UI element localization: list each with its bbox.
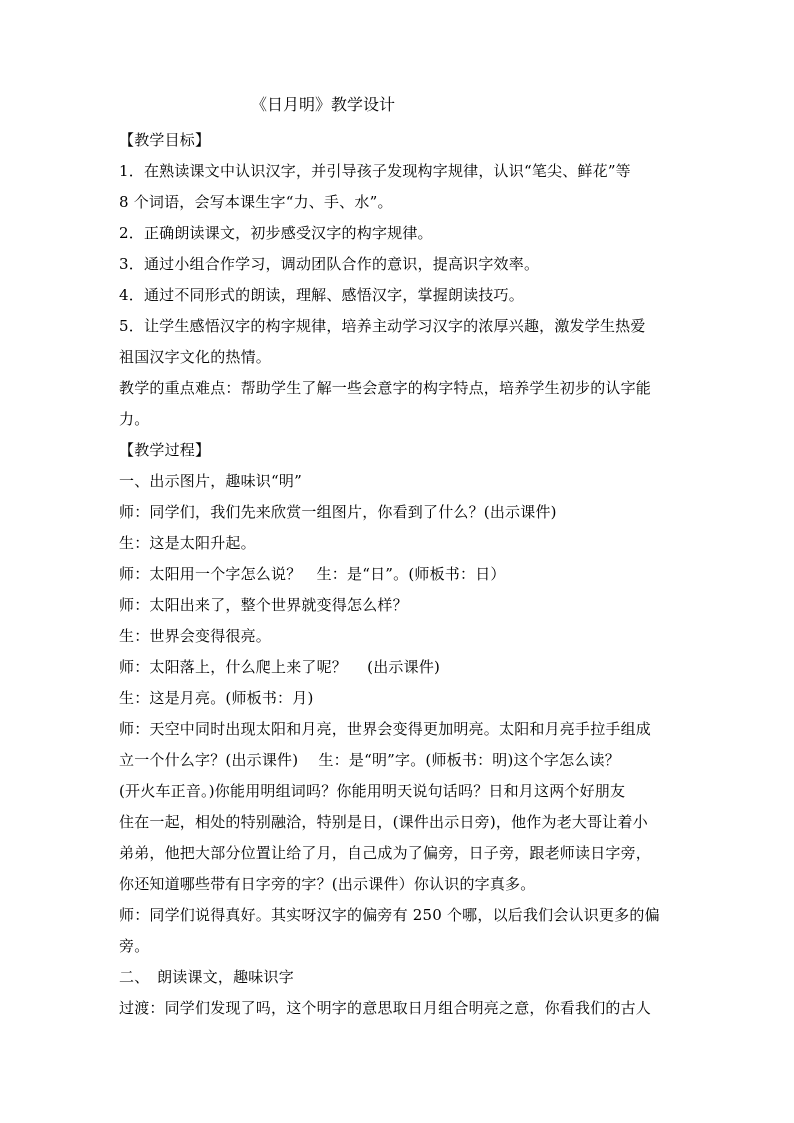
text-line: 师：太阳出来了，整个世界就变得怎么样？: [119, 596, 408, 614]
text-line: 师：同学们，我们先来欣赏一组图片，你看到了什么？(出示课件): [119, 503, 557, 521]
text-line: 师：同学们说得真好。其实呀汉字的偏旁有 250 个哪，以后我们会认识更多的偏: [119, 906, 660, 924]
document-body: [119, 125, 685, 1024]
text-line: 【教学过程】: [119, 441, 211, 459]
text-line: 一、出示图片，趣味识“明”: [119, 472, 302, 490]
text-line: 4．通过不同形式的朗读，理解、感悟汉字，掌握朗读技巧。: [119, 286, 524, 304]
text-line: 生：世界会变得很亮。: [119, 627, 272, 645]
text-line: 力。: [119, 410, 150, 428]
text-line: 你还知道哪些带有日字旁的字？(出示课件）你认识的字真多。: [119, 875, 536, 893]
text-line: 3．通过小组合作学习，调动团队合作的意识，提高识字效率。: [119, 255, 540, 273]
text-line: 弟弟，他把大部分位置让给了月，自己成为了偏旁，日子旁，跟老师读日字旁，: [119, 844, 652, 862]
text-line: 2．正确朗读课文，初步感受汉字的构字规律。: [119, 224, 433, 242]
text-line: (开火车正音。)你能用明组词吗？你能用明天说句话吗？日和月这两个好朋友: [119, 782, 626, 800]
text-line: 5．让学生感悟汉字的构字规律，培养主动学习汉字的浓厚兴趣，激发学生热爱: [119, 317, 646, 335]
text-line: 祖国汉字文化的热情。: [119, 348, 272, 366]
text-line: 师：太阳落上，什么爬上来了呢？ (出示课件): [119, 658, 441, 676]
text-line: 生：这是太阳升起。: [119, 534, 256, 552]
text-line: 过渡：同学们发现了吗，这个明字的意思取日月组合明亮之意，你看我们的古人: [119, 999, 652, 1017]
text-line: 1．在熟读课文中认识汉字，并引导孩子发现构字规律，认识“笔尖、鲜花”等: [119, 162, 631, 180]
text-line: 教学的重点难点：帮助学生了解一些会意字的构字特点，培养学生初步的认字能: [119, 379, 652, 397]
text-line: 生：这是月亮。(师板书：月): [119, 689, 314, 707]
text-line: 二、 朗读课文，趣味识字: [119, 968, 294, 986]
text-line: 师：太阳用一个字怎么说？ 生：是“日”。(师板书：日）: [119, 565, 506, 583]
text-line: 住在一起，相处的特别融洽，特别是日，(课件出示日旁)，他作为老大哥让着小: [119, 813, 648, 831]
text-line: 旁。: [119, 937, 150, 955]
text-line: 【教学目标】: [119, 131, 211, 149]
document-title: 《日月明》教学设计: [251, 95, 396, 114]
text-line: 立一个什么字？(出示课件) 生：是“明”字。(师板书：明)这个字怎么读？: [119, 751, 620, 769]
text-line: 师：天空中同时出现太阳和月亮，世界会变得更加明亮。太阳和月亮手拉手组成: [119, 720, 652, 738]
text-line: 8 个词语，会写本课生字“力、手、水”。: [119, 193, 393, 211]
